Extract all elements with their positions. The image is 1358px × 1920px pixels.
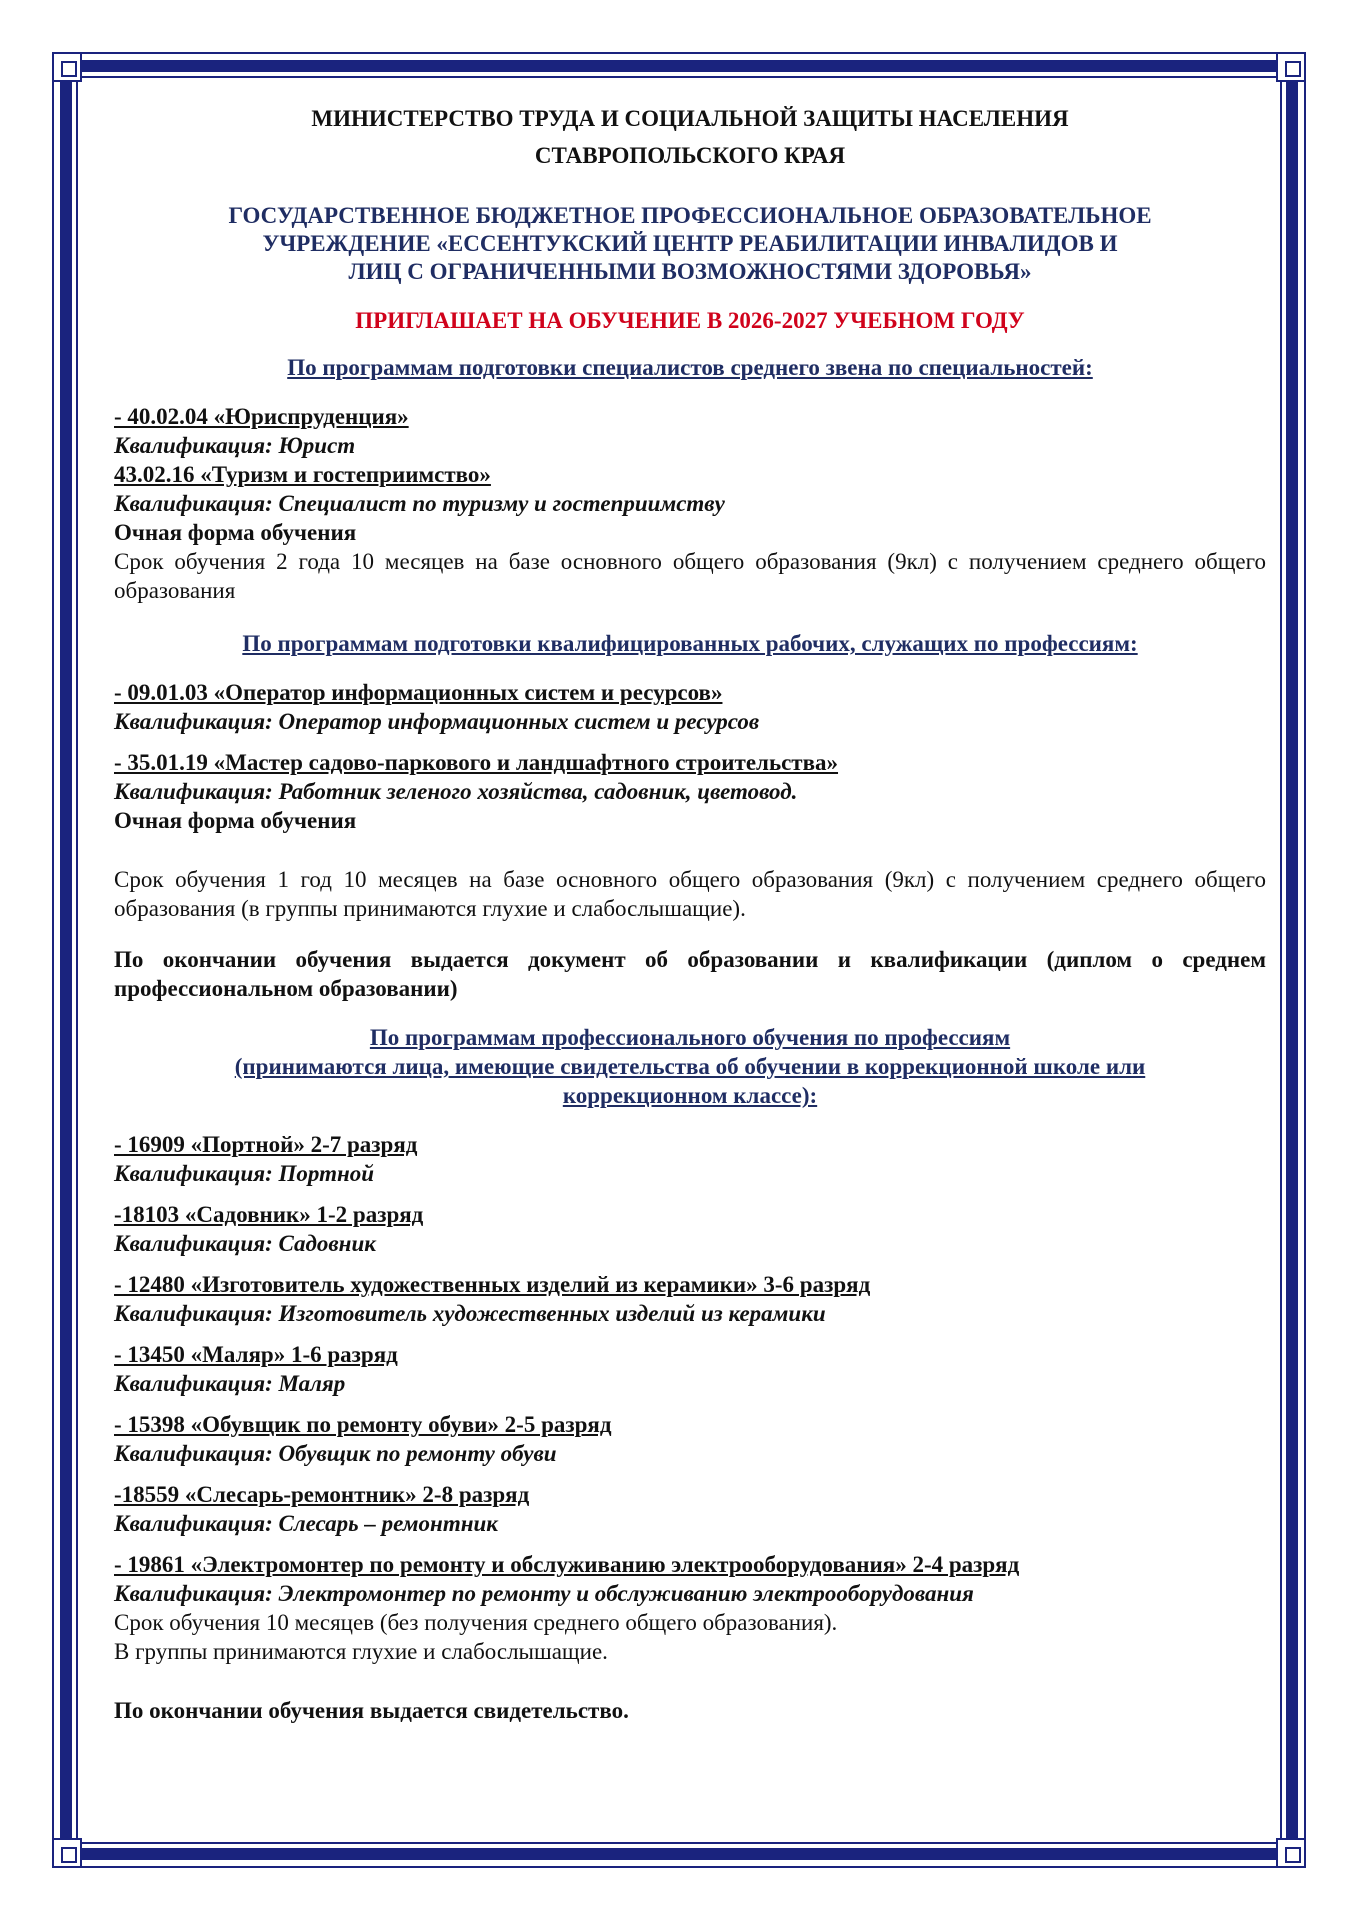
section-title-specialists: По программам подготовки специалистов среднего звена по специальностей:	[287, 355, 1093, 380]
program-name: -18559 «Слесарь-ремонтник» 2-8 разряд	[114, 1482, 530, 1507]
qualification: Квалификация: Работник зеленого хозяйства, садовник, цветовод.	[114, 779, 798, 804]
study-duration: Срок обучения 1 год 10 месяцев на базе основного общего образования (9кл) с получением среднего общего образования (в группы принимаются глухие и слабослышащие).	[114, 867, 1266, 921]
program-name: - 19861 «Электромонтер по ремонту и обслуживанию электрооборудования» 2-4 разряд	[114, 1552, 1020, 1577]
program-name: - 40.02.04 «Юриспруденция»	[114, 404, 409, 429]
ministry-line: СТАВРОПОЛЬСКОГО КРАЯ	[534, 143, 846, 168]
qualification: Квалификация: Изготовитель художественных изделий из керамики	[114, 1301, 826, 1326]
qualification: Квалификация: Портной	[114, 1161, 375, 1186]
program-name: - 09.01.03 «Оператор информационных систем и ресурсов»	[114, 680, 723, 705]
ministry-heading	[114, 100, 1266, 174]
ministry-line: МИНИСТЕРСТВО ТРУДА И СОЦИАЛЬНОЙ ЗАЩИТЫ НАСЕЛЕНИЯ	[311, 106, 1069, 131]
border-corner-ornament	[1276, 52, 1306, 82]
study-form: Очная форма обучения	[114, 808, 357, 833]
program-name: -18103 «Садовник» 1-2 разряд	[114, 1202, 424, 1227]
qualification: Квалификация: Маляр	[114, 1371, 346, 1396]
groups-note: В группы принимаются глухие и слабослышащие.	[114, 1639, 608, 1664]
institution-heading	[114, 202, 1266, 286]
invitation-heading: ПРИГЛАШАЕТ НА ОБУЧЕНИЕ В 2026-2027 УЧЕБНОМ ГОДУ	[355, 308, 1025, 333]
section-vocational	[114, 1130, 1266, 1725]
section-title-vocational	[114, 1023, 1266, 1110]
program-name: - 12480 «Изготовитель художественных изделий из керамики» 3-6 разряд	[114, 1272, 871, 1297]
section-title-workers: По программам подготовки квалифицированных рабочих, служащих по профессиям:	[242, 631, 1138, 656]
program-name: - 15398 «Обувщик по ремонту обуви» 2-5 разряд	[114, 1412, 612, 1437]
section-specialists	[114, 402, 1266, 605]
qualification: Квалификация: Электромонтер по ремонту и обслуживанию электрооборудования	[114, 1581, 974, 1606]
qualification: Квалификация: Обувщик по ремонту обуви	[114, 1441, 557, 1466]
qualification: Квалификация: Оператор информационных систем и ресурсов	[114, 709, 760, 734]
graduation-note: По окончании обучения выдается свидетельство.	[114, 1698, 629, 1723]
qualification: Квалификация: Садовник	[114, 1231, 376, 1256]
program-name: - 35.01.19 «Мастер садово-паркового и ландшафтного строительства»	[114, 750, 839, 775]
study-duration: Срок обучения 2 года 10 месяцев на базе основного общего образования (9кл) с получением среднего общего образования	[114, 549, 1266, 603]
border-corner-ornament	[52, 52, 82, 82]
border-corner-ornament	[1276, 1838, 1306, 1868]
section-workers	[114, 678, 1266, 1003]
section-title-line: коррекционном классе):	[562, 1083, 818, 1108]
study-duration: Срок обучения 10 месяцев (без получения среднего общего образования).	[114, 1610, 838, 1635]
section-title-line: По программам профессионального обучения по профессиям	[369, 1025, 1011, 1050]
program-name: - 13450 «Маляр» 1-6 разряд	[114, 1342, 398, 1367]
program-name: 43.02.16 «Туризм и гостеприимство»	[114, 462, 491, 487]
section-title-line: (принимаются лица, имеющие свидетельства об обучении в коррекционной школе или	[234, 1054, 1146, 1079]
institution-line: ГОСУДАРСТВЕННОЕ БЮДЖЕТНОЕ ПРОФЕССИОНАЛЬНОЕ ОБРАЗОВАТЕЛЬНОЕ	[228, 203, 1152, 228]
study-form: Очная форма обучения	[114, 520, 357, 545]
graduation-note: По окончании обучения выдается документ об образовании и квалификации (диплом о среднем профессиональном образовании)	[114, 947, 1266, 1001]
program-name: - 16909 «Портной» 2-7 разряд	[114, 1132, 418, 1157]
qualification: Квалификация: Юрист	[114, 433, 356, 458]
document-body	[114, 100, 1266, 1725]
border-corner-ornament	[52, 1838, 82, 1868]
institution-line: ЛИЦ С ОГРАНИЧЕННЫМИ ВОЗМОЖНОСТЯМИ ЗДОРОВЬЯ»	[348, 259, 1032, 284]
qualification: Квалификация: Специалист по туризму и гостеприимству	[114, 491, 725, 516]
qualification: Квалификация: Слесарь – ремонтник	[114, 1511, 498, 1536]
institution-line: УЧРЕЖДЕНИЕ «ЕССЕНТУКСКИЙ ЦЕНТР РЕАБИЛИТАЦИИ ИНВАЛИДОВ И	[262, 231, 1118, 256]
